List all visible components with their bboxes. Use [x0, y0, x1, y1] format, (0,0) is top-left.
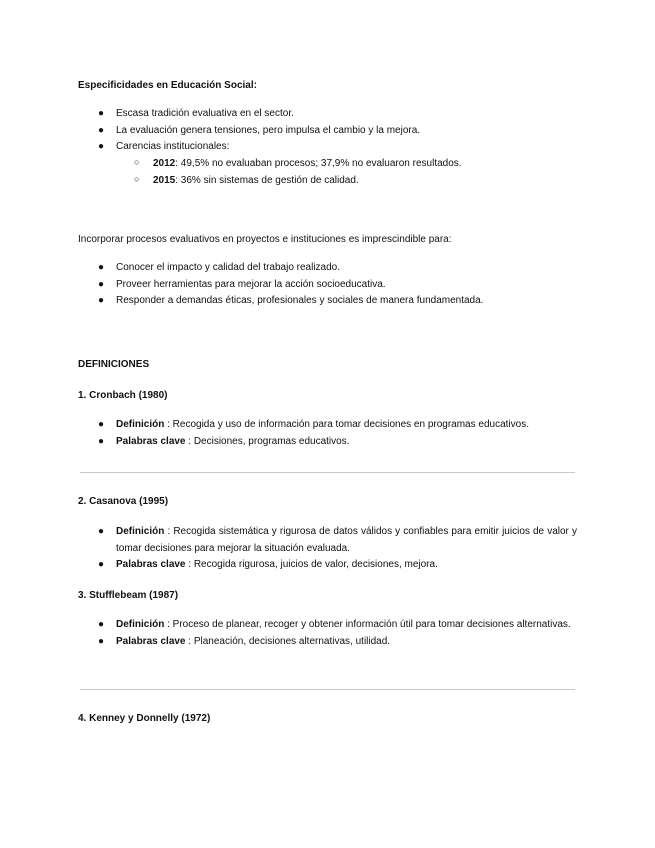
list-item: ● Responder a demandas éticas, profesionales y sociales de manera fundamentada. [78, 293, 655, 310]
especificidades-list [0, 106, 655, 156]
casanova-list [0, 524, 655, 574]
definition-heading-casanova: 2. Casanova (1995) [78, 496, 169, 507]
section-title-especificidades: Especificidades en Educación Social: [78, 80, 257, 91]
definition-item: ● Definición : Proceso de planear, recoger y obtener información útil para tomar decisiones alternativas. [78, 617, 577, 634]
bullet-icon: ● [98, 435, 105, 447]
definition-heading-stufflebeam: 3. Stufflebeam (1987) [78, 590, 179, 601]
bullet-icon: ● [98, 619, 105, 630]
divider [80, 472, 575, 473]
bullet-icon: ● [98, 262, 105, 273]
bullet-icon: ● [98, 419, 105, 430]
cronbach-list [0, 417, 655, 450]
sub-list-item: ○ 2012: 49,5% no evaluaban procesos; 37,9% no evaluaron resultados. [131, 155, 655, 172]
keywords-item: ● Palabras clave : Decisiones, programas educativos. [78, 434, 577, 451]
list-item: ● Carencias institucionales: [78, 139, 655, 156]
bullet-icon: ● [98, 108, 105, 119]
keywords-item: ● Palabras clave : Planeación, decisiones alternativas, utilidad. [78, 634, 577, 651]
definitions-title: DEFINICIONES [78, 359, 150, 370]
bullet-icon: ● [98, 141, 105, 152]
sub-list-item: ○ 2015: 36% sin sistemas de gestión de calidad. [131, 172, 655, 189]
bullet-icon: ● [98, 526, 105, 537]
circle-bullet-icon: ○ [134, 174, 140, 184]
list-item: ● Escasa tradición evaluativa en el sector. [78, 106, 655, 123]
list-item: ● La evaluación genera tensiones, pero impulsa el cambio y la mejora. [78, 123, 655, 140]
list-item: ● Proveer herramientas para mejorar la acción socioeducativa. [78, 277, 655, 294]
bullet-icon: ● [98, 124, 105, 136]
definition-item: ● Definición : Recogida y uso de información para tomar decisiones en programas educativos. [78, 417, 577, 434]
bullet-icon: ● [98, 295, 105, 306]
definition-heading-cronbach: 1. Cronbach (1980) [78, 390, 168, 401]
imprescindible-list [0, 260, 655, 310]
circle-bullet-icon: ○ [134, 157, 140, 167]
bullet-icon: ● [98, 559, 105, 570]
intro-paragraph: Incorporar procesos evaluativos en proyectos e instituciones es imprescindible para: [78, 234, 452, 245]
bullet-icon: ● [98, 635, 105, 647]
keywords-item: ● Palabras clave : Recogida rigurosa, juicios de valor, decisiones, mejora. [78, 557, 577, 574]
definition-heading-kenney-donnelly: 4. Kenney y Donnelly (1972) [78, 713, 211, 724]
list-item: ● Conocer el impacto y calidad del trabajo realizado. [78, 260, 655, 277]
divider [80, 689, 575, 690]
carencias-sublist [0, 155, 655, 189]
stufflebeam-list [0, 617, 655, 650]
bullet-icon: ● [98, 278, 105, 290]
definition-item: ● Definición : Recogida sistemática y rigurosa de datos válidos y confiables para emitir juicios de valor y tomar decisiones para mejorar la situación evaluada. [98, 526, 577, 554]
